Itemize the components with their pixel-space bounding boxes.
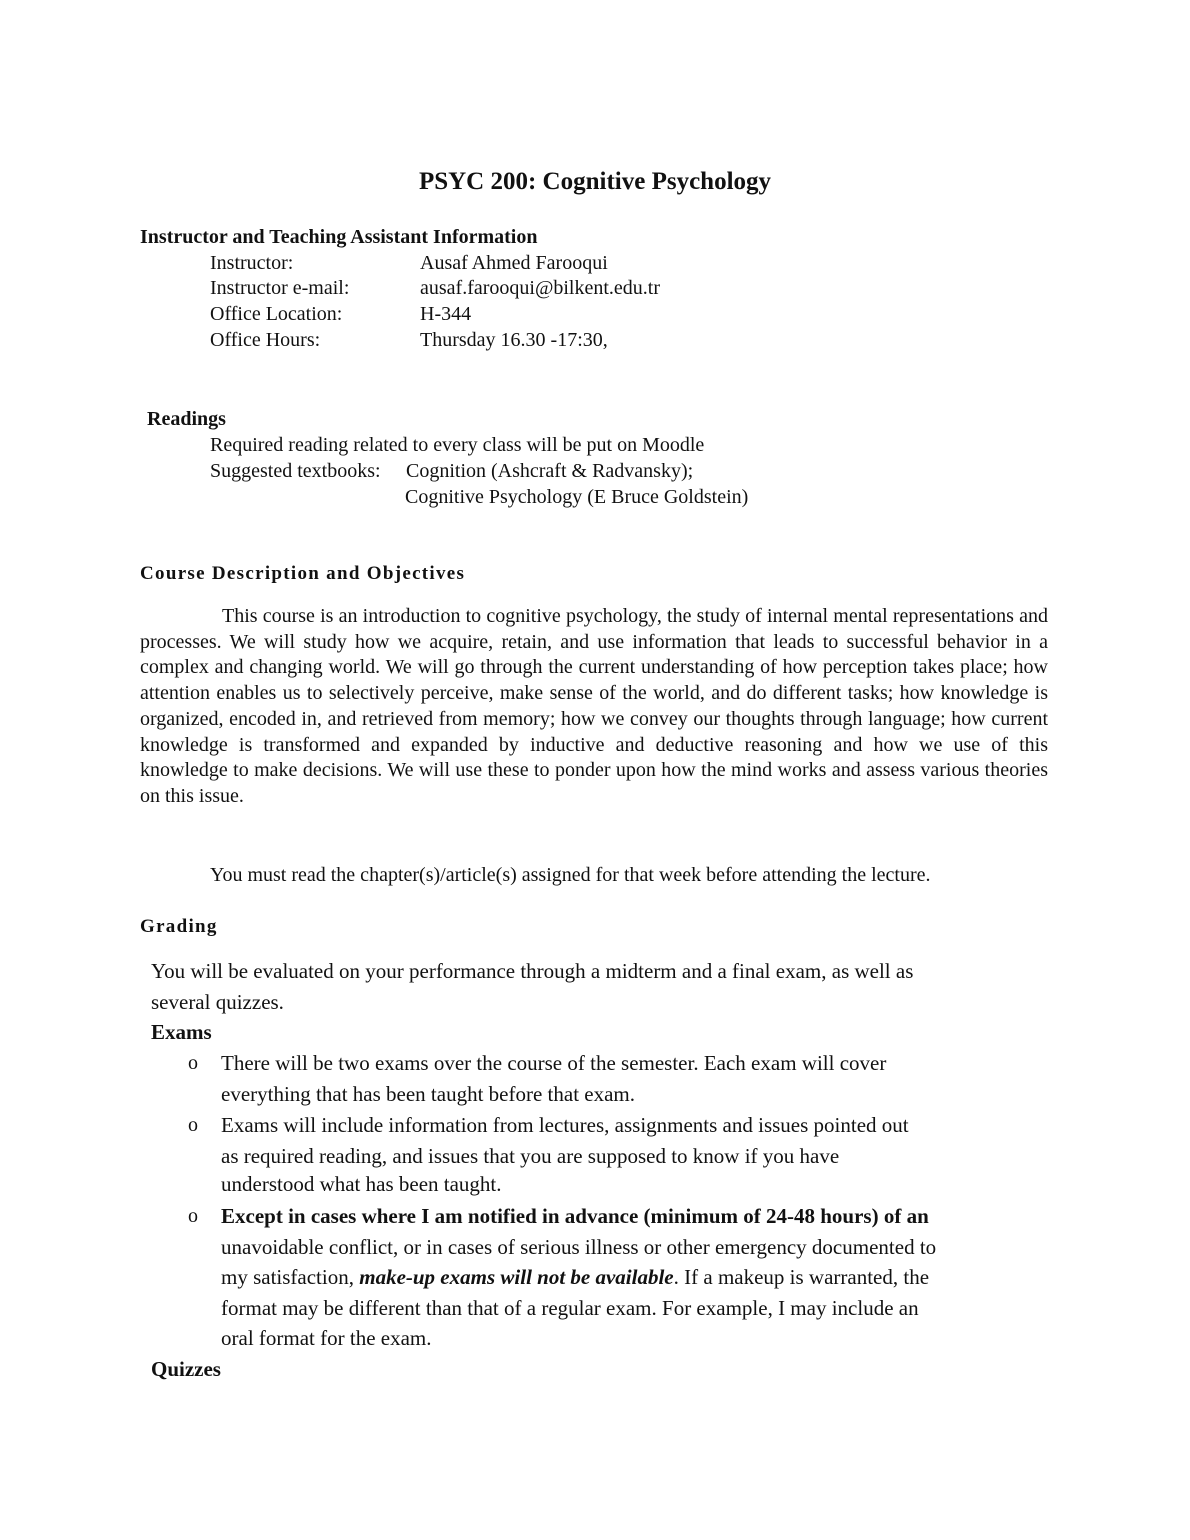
instructor-email-value: ausaf.farooqui@bilkent.edu.tr [420, 277, 661, 299]
suggested-textbook-1: Cognition (Ashcraft & Radvansky); [406, 460, 694, 482]
exams-heading: Exams [151, 1020, 212, 1044]
exam-bullet-3-line-1: Except in cases where I am notified in advance (minimum of 24-48 hours) of an [221, 1204, 929, 1228]
readings-heading: Readings [147, 408, 226, 430]
course-description-text: This course is an introduction to cognitive psychology, the study of internal mental representations and processes. We will study how we acquire, retain, and use information that leads to successful behavior in a complex and changing world. We will go through the current understanding of how perception takes place; how attention enables us to selectively perceive, make sense of the world, and do different tasks; how knowledge is organized, encoded in, and retrieved from memory; how we convey our thoughts through language; how current knowledge is transformed and expanded by inductive and deductive reasoning and how we use of this knowledge to make decisions. We will use these to ponder upon how the mind works and assess various theories on this issue. [140, 605, 1048, 807]
office-hours-value: Thursday 16.30 -17:30, [420, 329, 608, 351]
bullet-marker: o [188, 1205, 198, 1227]
course-description-paragraph [140, 604, 1048, 810]
makeup-policy-emphasis: make-up exams will not be available [359, 1265, 674, 1289]
grading-intro-line-2: several quizzes. [151, 990, 284, 1014]
bullet-marker: o [188, 1052, 198, 1074]
suggested-textbooks-label: Suggested textbooks: [210, 460, 381, 482]
instructor-label: Instructor: [210, 252, 294, 274]
suggested-textbook-2: Cognitive Psychology (E Bruce Goldstein) [405, 486, 749, 508]
exam-bullet-2-line-1: Exams will include information from lectures, assignments and issues pointed out [221, 1113, 909, 1137]
page-title: PSYC 200: Cognitive Psychology [418, 168, 772, 195]
bullet-marker: o [188, 1114, 198, 1136]
instructor-section-heading: Instructor and Teaching Assistant Information [140, 226, 538, 248]
exam-bullet-1-line-2: everything that has been taught before that exam. [221, 1082, 636, 1106]
instructor-value: Ausaf Ahmed Farooqui [420, 252, 608, 274]
exam-bullet-3-line-3-end: . If a makeup is warranted, the [673, 1265, 930, 1289]
exam-bullet-2-line-2: as required reading, and issues that you are supposed to know if you have [221, 1144, 840, 1168]
exam-bullet-1-line-1: There will be two exams over the course of the semester. Each exam will cover [221, 1051, 887, 1075]
quizzes-heading: Quizzes [151, 1357, 221, 1381]
exam-bullet-3-line-3 [221, 1265, 929, 1290]
exam-bullet-3-line-3-start: my satisfaction, [221, 1265, 360, 1289]
office-location-value: H-344 [420, 303, 472, 325]
grading-heading: Grading [140, 916, 218, 937]
reading-requirement-note: You must read the chapter(s)/article(s) assigned for that week before attending the lecture. [210, 864, 931, 886]
readings-line-moodle: Required reading related to every class will be put on Moodle [210, 434, 705, 456]
grading-intro-line-1: You will be evaluated on your performance through a midterm and a final exam, as well as [151, 959, 914, 983]
exam-bullet-2-line-3: understood what has been taught. [221, 1172, 502, 1196]
instructor-email-label: Instructor e-mail: [210, 277, 350, 299]
office-location-label: Office Location: [210, 303, 343, 325]
course-description-heading: Course Description and Objectives [140, 563, 466, 584]
exam-bullet-3-line-2: unavoidable conflict, or in cases of serious illness or other emergency documented to [221, 1235, 937, 1259]
exam-bullet-3-line-5: oral format for the exam. [221, 1326, 432, 1350]
exam-bullet-3-line-4: format may be different than that of a regular exam. For example, I may include an [221, 1296, 919, 1320]
office-hours-label: Office Hours: [210, 329, 321, 351]
